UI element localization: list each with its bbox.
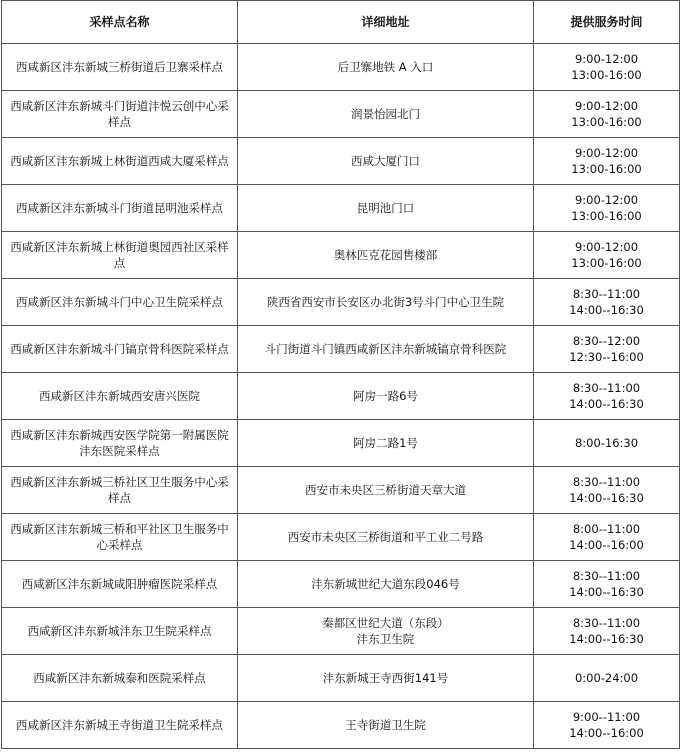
cell-service-time [534,44,680,91]
cell-site-name: 西咸新区沣东新城上林街道西咸大厦采样点 [2,138,238,185]
cell-service-time [534,420,680,467]
time-slot: 12:30--16:00 [569,350,644,364]
cell-address: 阿房二路1号 [238,420,534,467]
cell-address: 王寺街道卫生院 [238,702,534,749]
header-service-time: 提供服务时间 [534,1,680,44]
time-slot: 13:00-16:00 [571,115,642,129]
cell-site-name: 西咸新区沣东新城西安医学院第一附属医院沣东医院采样点 [2,420,238,467]
cell-site-name: 西咸新区沣东新城沣东卫生院采样点 [2,608,238,655]
cell-site-name: 西咸新区沣东新城西安唐兴医院 [2,373,238,420]
table-row [2,467,680,514]
address-line: 秦都区世纪大道（东段） [322,616,449,630]
cell-site-name: 西咸新区沣东新城三桥街道后卫寨采样点 [2,44,238,91]
cell-address: 沣东新城王寺西街141号 [238,655,534,702]
time-slot: 8:00--11:00 [572,522,641,536]
cell-address: 阿房一路6号 [238,373,534,420]
time-slot: 8:30--11:00 [572,569,641,583]
time-slot: 9:00-12:00 [574,193,639,207]
table-row [2,655,680,702]
time-slot: 13:00-16:00 [571,209,642,223]
cell-service-time [534,702,680,749]
time-slot: 8:00-16:30 [574,436,639,450]
cell-service-time [534,655,680,702]
time-slot: 0:00-24:00 [574,671,639,685]
cell-site-name: 西咸新区沣东新城三桥和平社区卫生服务中心采样点 [2,514,238,561]
cell-service-time [534,279,680,326]
cell-service-time [534,326,680,373]
table-row [2,138,680,185]
cell-address: 昆明池门口 [238,185,534,232]
cell-site-name: 西咸新区沣东新城上林街道奥园西社区采样点 [2,232,238,279]
cell-address: 奥林匹克花园售楼部 [238,232,534,279]
table-row [2,702,680,749]
table-row [2,420,680,467]
cell-service-time [534,561,680,608]
time-slot: 14:00--16:30 [569,397,644,411]
address-line: 沣东卫生院 [356,632,415,646]
cell-service-time [534,514,680,561]
cell-service-time [534,467,680,514]
table-row [2,608,680,655]
table-row [2,326,680,373]
cell-site-name: 西咸新区沣东新城斗门中心卫生院采样点 [2,279,238,326]
cell-service-time [534,373,680,420]
table-row [2,91,680,138]
cell-site-name: 西咸新区沣东新城斗门镐京骨科医院采样点 [2,326,238,373]
time-slot: 14:00--16:30 [569,585,644,599]
table-header-row [2,1,680,44]
table-body [2,44,680,749]
cell-service-time [534,138,680,185]
cell-address [238,608,534,655]
header-name: 采样点名称 [2,1,238,44]
table-row [2,185,680,232]
table-row [2,514,680,561]
time-slot: 8:30--11:00 [572,475,641,489]
cell-site-name: 西咸新区沣东新城斗门街道昆明池采样点 [2,185,238,232]
time-slot: 8:30--12:00 [572,334,641,348]
time-slot: 14:00--16:30 [569,303,644,317]
time-slot: 8:30--11:00 [572,287,641,301]
cell-service-time [534,232,680,279]
time-slot: 13:00-16:00 [571,162,642,176]
cell-address: 沣东新城世纪大道东段046号 [238,561,534,608]
time-slot: 13:00-16:00 [571,68,642,82]
cell-address: 西安市未央区三桥街道天章大道 [238,467,534,514]
cell-site-name: 西咸新区沣东新城王寺街道卫生院采样点 [2,702,238,749]
cell-address: 润景怡园北门 [238,91,534,138]
time-slot: 9:00-12:00 [574,146,639,160]
time-slot: 14:00--16:00 [569,538,644,552]
table-row [2,561,680,608]
cell-address: 西安市未央区三桥街道和平工业二号路 [238,514,534,561]
cell-address: 陕西省西安市长安区办北街3号斗门中心卫生院 [238,279,534,326]
time-slot: 9:00-12:00 [574,240,639,254]
cell-site-name: 西咸新区沣东新城三桥社区卫生服务中心采样点 [2,467,238,514]
time-slot: 13:00-16:00 [571,256,642,270]
time-slot: 9:00-12:00 [574,52,639,66]
cell-site-name: 西咸新区沣东新城斗门街道沣悦云创中心采样点 [2,91,238,138]
cell-site-name: 西咸新区沣东新城泰和医院采样点 [2,655,238,702]
time-slot: 8:30--11:00 [572,616,641,630]
cell-service-time [534,91,680,138]
time-slot: 14:00--16:00 [569,726,644,740]
table-row [2,232,680,279]
cell-site-name: 西咸新区沣东新城咸阳肿瘤医院采样点 [2,561,238,608]
table-row [2,279,680,326]
cell-service-time [534,608,680,655]
cell-address: 斗门街道斗门镇西咸新区沣东新城镐京骨科医院 [238,326,534,373]
cell-address: 后卫寨地铁 A 入口 [238,44,534,91]
time-slot: 14:00--16:30 [569,632,644,646]
table-row [2,373,680,420]
time-slot: 14:00--16:30 [569,491,644,505]
time-slot: 9:00--11:00 [572,710,641,724]
table-row [2,44,680,91]
time-slot: 8:30--11:00 [572,381,641,395]
cell-address: 西咸大厦门口 [238,138,534,185]
cell-service-time [534,185,680,232]
time-slot: 9:00-12:00 [574,99,639,113]
sampling-points-table [1,0,680,749]
header-address: 详细地址 [238,1,534,44]
